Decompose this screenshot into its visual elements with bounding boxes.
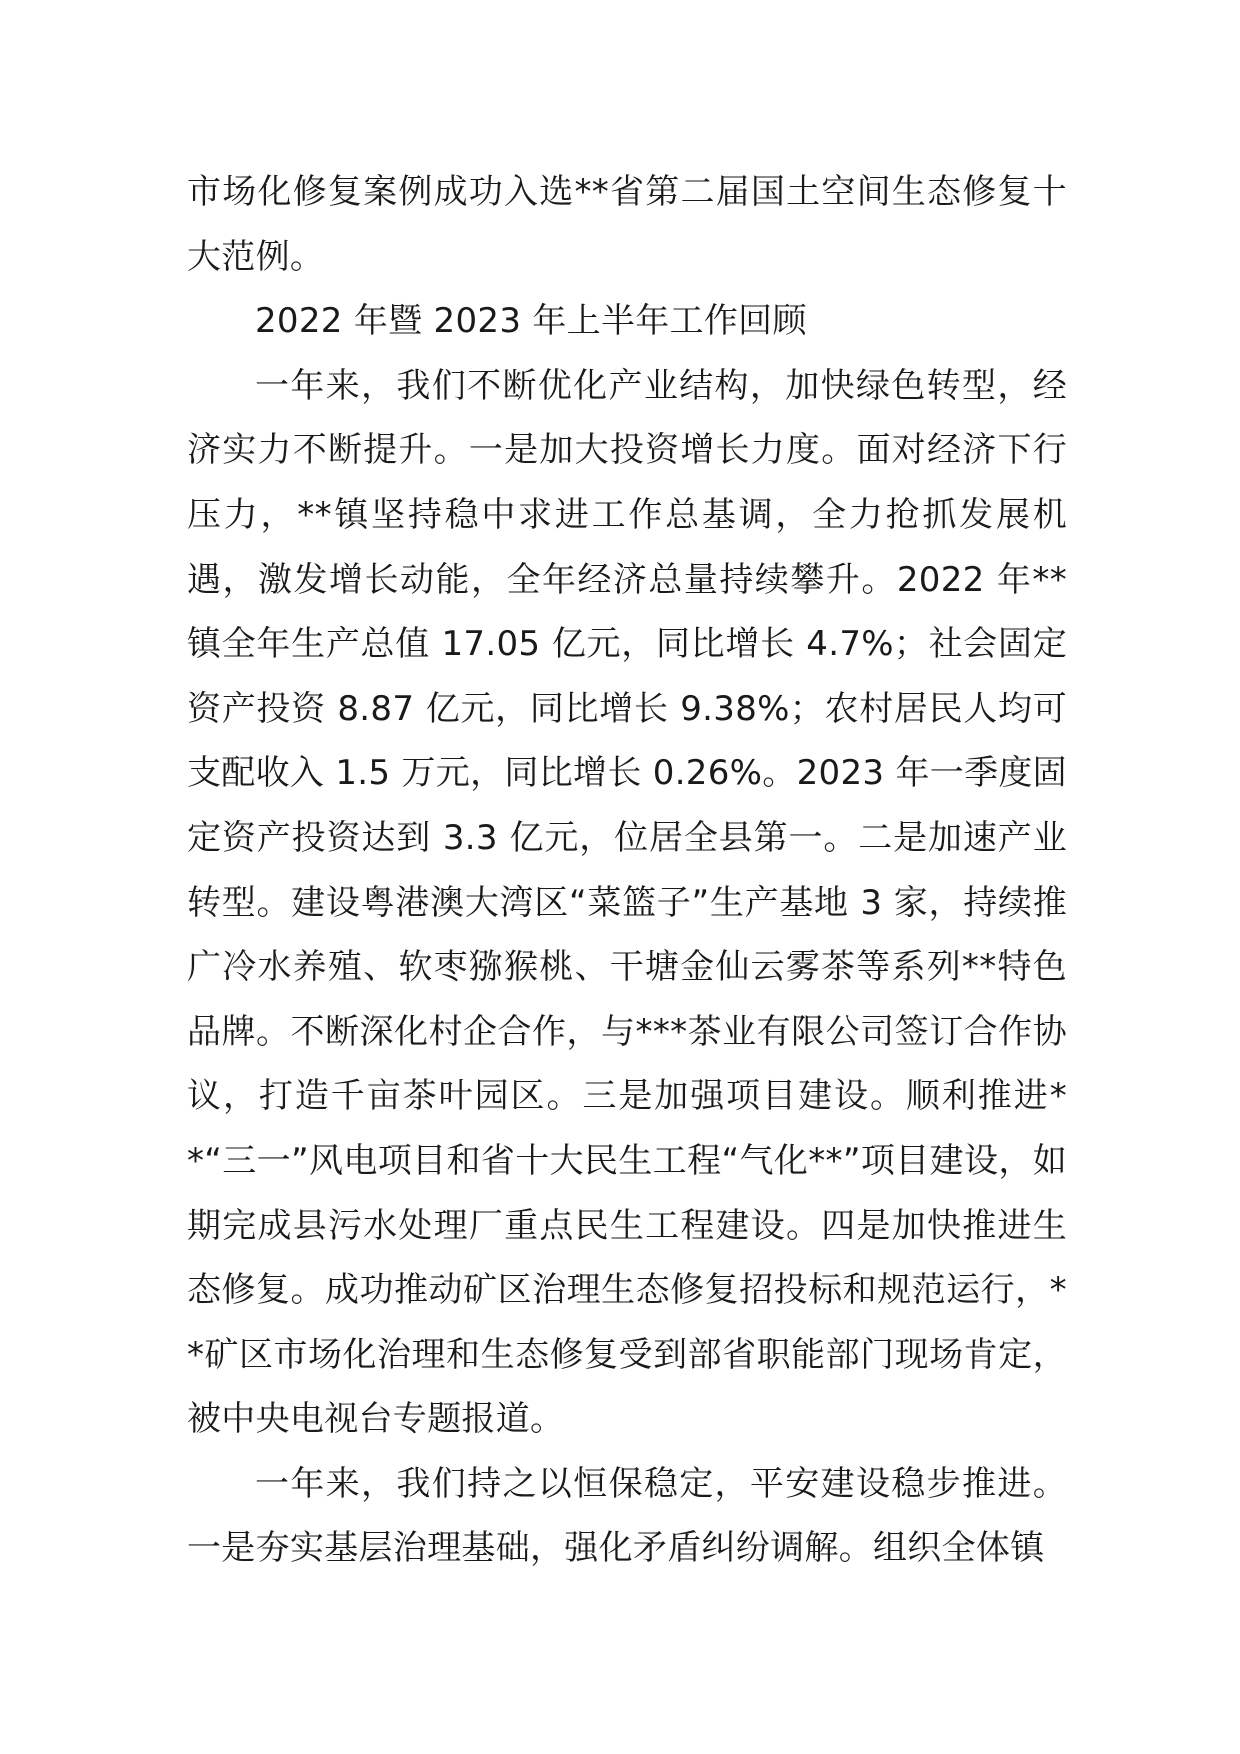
- paragraph-economy: 一年来，我们不断优化产业结构，加快绿色转型，经济实力不断提升。一是加大投资增长力度。面对经济下行压力，**镇坚持稳中求进工作总基调，全力抢抓发展机遇，激发增长动能，全年经济总量持续攀升。2022 年**镇全年生产总值 17.05 亿元，同比增长 4.7%；社会固定资产投资 8.87 亿元，同比增长 9.38%；农村居民人均可支配收入 1.5 万元，同比增长 0.26%。2023 年一季度固定资产投资达到 3.3 亿元，位居全县第一。二是加速产业转型。建设粤港澳大湾区“菜篮子”生产基地 3 家，持续推广冷水养殖、软枣猕猴桃、干塘金仙云雾茶等系列**特色品牌。不断深化村企合作，与***茶业有限公司签订合作协议，打造千亩茶叶园区。三是加强项目建设。顺利推进**“三一”风电项目和省十大民生工程“气化**”项目建设，如期完成县污水处理厂重点民生工程建设。四是加快推进生态修复。成功推动矿区治理生态修复招投标和规范运行，**矿区市场化治理和生态修复受到部省职能部门现场肯定，被中央电视台专题报道。: [187, 365, 1067, 1440]
- body-text: [187, 160, 1067, 1581]
- paragraph-stability: 一年来，我们持之以恒保稳定，平安建设稳步推进。一是夯实基层治理基础，强化矛盾纠纷调解。组织全体镇: [187, 1463, 1067, 1569]
- paragraph-continuation: 市场化修复案例成功入选**省第二届国土空间生态修复十大范例。: [187, 172, 1067, 277]
- section-heading: 2022 年暨 2023 年上半年工作回顾: [255, 301, 807, 342]
